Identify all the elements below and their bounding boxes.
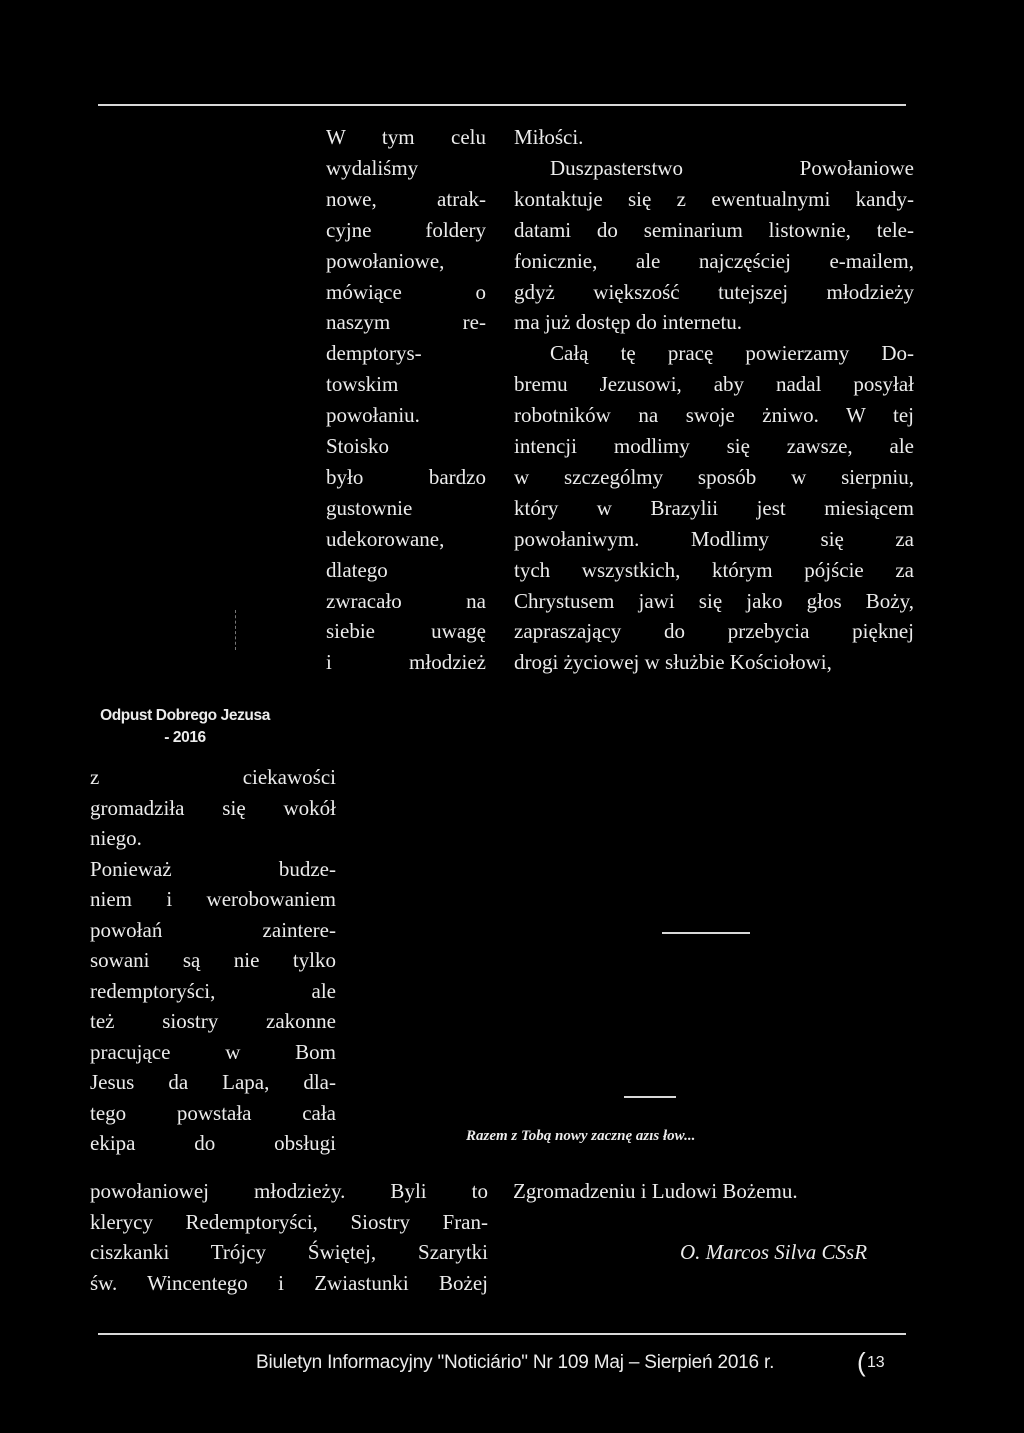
left-lower-line: z ciekawości <box>90 765 336 789</box>
left-lower-line: Ponieważ budze- <box>90 856 336 881</box>
left-lower-line: sowani są nie tylko <box>90 948 336 972</box>
left-lower-line: niego. <box>90 826 142 850</box>
left-upper-line: było bardzo <box>326 464 486 489</box>
right-column-line: robotników na swoje żniwo. W tej <box>514 403 914 428</box>
left-lower-line: tego powstała cała <box>90 1100 336 1125</box>
ornament-rule-2 <box>624 1096 676 1098</box>
right-column-line: Całą tę pracę powierzamy Do- <box>550 341 914 366</box>
left-upper-line: towskim <box>326 372 399 397</box>
left-lower-line: niem i werobowaniem <box>90 887 336 911</box>
left-upper-line: powołaniu. <box>326 403 420 428</box>
right-column-line: bremu Jezusowi, aby nadal posyłał <box>514 372 914 397</box>
left-bottom-line: ciszkanki Trójcy Świętej, Szarytki <box>90 1240 488 1264</box>
left-upper-line: gustownie <box>326 495 413 520</box>
top-rule <box>98 104 906 106</box>
right-column-line: Duszpasterstwo Powołaniowe <box>550 155 914 180</box>
right-column-line: Chrystusem jawi się jako głos Boży, <box>514 588 914 613</box>
left-upper-line: powołaniowe, <box>326 248 445 273</box>
right-column-line: gdyż większość tutejszej młodzieży <box>514 279 914 304</box>
signature: O. Marcos Silva CSsR <box>680 1240 868 1264</box>
photo-placeholder <box>60 120 310 700</box>
left-upper-line: W tym celu <box>326 125 486 149</box>
right-column-line: datami do seminarium listownie, tele- <box>514 217 914 242</box>
right-column-line: który w Brazylii jest miesiącem <box>514 495 914 520</box>
left-upper-line: mówiące o <box>326 279 486 304</box>
right-column-line: w szczególmy sposób w sierpniu, <box>514 464 914 489</box>
left-lower-line: pracujące w Bom <box>90 1039 336 1064</box>
right-final-line: Zgromadzeniu i Ludowi Bożemu. <box>513 1179 798 1203</box>
left-upper-line: dlatego <box>326 557 388 582</box>
left-upper-line: nowe, atrak- <box>326 186 486 211</box>
right-column-line: Miłości. <box>514 125 584 149</box>
left-lower-line: powołań zaintere- <box>90 917 336 942</box>
left-lower-line: też siostry zakonne <box>90 1009 336 1033</box>
left-upper-line: siebie uwagę <box>326 619 486 644</box>
footer-text: Biuletyn Informacyjny "Noticiário" Nr 109 Maj – Sierpień 2016 r. <box>256 1352 775 1373</box>
right-column-line: fonicznie, ale najczęściej e-mailem, <box>514 248 914 273</box>
left-lower-line: ekipa do obsługi <box>90 1131 336 1155</box>
left-upper-line: demptorys- <box>326 341 422 366</box>
song-caption: Razem z Tobą nowy zacznę azıs łow... <box>466 1128 696 1144</box>
page-number-bracket-icon: ( <box>857 1347 866 1377</box>
right-column-line: zapraszający do przebycia pięknej <box>514 619 914 644</box>
left-upper-line: i młodzież <box>326 650 486 675</box>
left-bottom-line: klerycy Redemptoryści, Siostry Fran- <box>90 1209 488 1234</box>
right-column-line: ma już dostęp do internetu. <box>514 310 743 335</box>
left-lower-line: redemptoryści, ale <box>90 978 336 1003</box>
right-column-line: kontaktuje się z ewentualnymi kandy- <box>514 186 914 211</box>
left-upper-line: cyjne foldery <box>326 217 486 242</box>
photo-caption-line-1: Odpust Dobrego Jezusa <box>100 707 270 724</box>
footer-rule <box>98 1333 906 1335</box>
photo-edge-marks <box>235 610 237 650</box>
right-column-line: tych wszystkich, którym pójście za <box>514 557 914 582</box>
right-column-line: intencji modlimy się zawsze, ale <box>514 434 914 458</box>
left-upper-line: wydaliśmy <box>326 155 419 180</box>
ornament-rule-1 <box>662 932 750 934</box>
left-upper-line: naszym re- <box>326 310 486 335</box>
left-lower-line: Jesus da Lapa, dla- <box>90 1070 336 1094</box>
right-column-line: drogi życiowej w służbie Kościołowi, <box>514 650 832 675</box>
photo-caption <box>70 705 300 749</box>
left-bottom-line: św. Wincentego i Zwiastunki Bożej <box>90 1270 488 1295</box>
page-number: 13 <box>867 1354 885 1371</box>
left-upper-line: Stoisko <box>326 434 390 458</box>
left-upper-line: udekorowane, <box>326 526 445 551</box>
left-upper-line: zwracało na <box>326 588 486 613</box>
left-lower-line: gromadziła się wokół <box>90 795 336 820</box>
right-column-line: powołaniwym. Modlimy się za <box>514 526 914 551</box>
left-bottom-line: powołaniowej młodzieży. Byli to <box>90 1179 488 1203</box>
photo-caption-line-2: - 2016 <box>164 729 206 746</box>
